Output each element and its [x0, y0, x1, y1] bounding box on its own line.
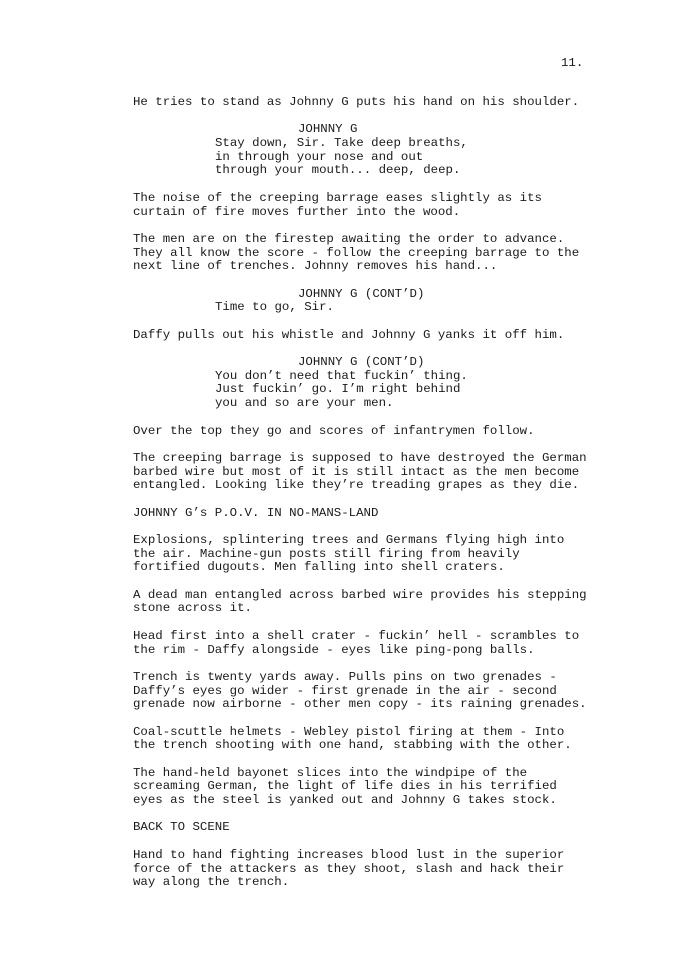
- action-line: way along the trench.: [133, 875, 290, 890]
- character-cue: JOHNNY G (CONT’D): [298, 355, 425, 370]
- action-line: Over the top they go and scores of infantrymen follow.: [133, 423, 535, 438]
- action-block: [133, 425, 653, 439]
- action-line: The creeping barrage is supposed to have destroyed the German: [133, 450, 587, 465]
- action-block: [133, 452, 653, 493]
- action-block: [133, 233, 653, 274]
- action-block: [133, 726, 653, 753]
- dialogue-line: through your mouth... deep, deep.: [215, 163, 461, 178]
- action-block: [133, 534, 653, 575]
- dialogue-line: You don’t need that fuckin’ thing.: [215, 368, 468, 383]
- action-line: next line of trenches. Johnny removes his hand...: [133, 259, 498, 274]
- action-block: [133, 96, 653, 110]
- action-line: The noise of the creeping barrage eases slightly as its: [133, 190, 542, 205]
- action-line: Head first into a shell crater - fuckin’ hell - scrambles to: [133, 628, 580, 643]
- character-cue: JOHNNY G: [298, 122, 358, 137]
- action-line: screaming German, the light of life dies in his terrified: [133, 779, 557, 794]
- action-line: Coal-scuttle helmets - Webley pistol firing at them - Into: [133, 724, 565, 739]
- dialogue-line: Just fuckin’ go. I’m right behind: [215, 382, 461, 397]
- action-line: entangled. Looking like they’re treading grapes as they die.: [133, 478, 580, 493]
- page-number: 11.: [561, 56, 584, 70]
- action-block: [133, 507, 653, 521]
- action-block: [133, 630, 653, 657]
- dialogue-block: [133, 370, 653, 411]
- dialogue-line: Stay down, Sir. Take deep breaths,: [215, 136, 468, 151]
- action-line: fortified dugouts. Men falling into shell craters.: [133, 560, 505, 575]
- action-line: force of the attackers as they shoot, slash and hack their: [133, 861, 565, 876]
- action-block: [133, 767, 653, 808]
- action-line: Daffy pulls out his whistle and Johnny G yanks it off him.: [133, 327, 565, 342]
- action-line: JOHNNY G’s P.O.V. IN NO-MANS-LAND: [133, 505, 379, 520]
- dialogue-line: Time to go, Sir.: [215, 300, 334, 315]
- action-line: The hand-held bayonet slices into the windpipe of the: [133, 765, 528, 780]
- dialogue-block: [133, 301, 653, 315]
- action-block: [133, 849, 653, 890]
- action-line: stone across it.: [133, 601, 252, 616]
- action-line: Explosions, splintering trees and Germans flying high into: [133, 533, 565, 547]
- action-line: The men are on the firestep awaiting the order to advance.: [133, 231, 565, 246]
- action-line: the air. Machine-gun posts still firing from heavily: [133, 546, 520, 561]
- action-block: [133, 329, 653, 343]
- character-cue: JOHNNY G (CONT’D): [298, 286, 425, 301]
- action-line: eyes as the steel is yanked out and Johnny G takes stock.: [133, 793, 557, 808]
- action-line: Hand to hand fighting increases blood lust in the superior: [133, 847, 565, 862]
- action-line: the rim - Daffy alongside - eyes like ping-pong balls.: [133, 642, 535, 657]
- action-line: barbed wire but most of it is still intact as the men become: [133, 464, 580, 479]
- dialogue-block: [133, 137, 653, 178]
- action-block: [133, 589, 653, 616]
- action-block: [133, 821, 653, 835]
- action-block: [133, 192, 653, 219]
- action-line: the trench shooting with one hand, stabbing with the other.: [133, 738, 572, 753]
- action-line: Daffy’s eyes go wider - first grenade in the air - second: [133, 683, 557, 698]
- dialogue-line: you and so are your men.: [215, 396, 394, 411]
- dialogue-line: in through your nose and out: [215, 149, 424, 164]
- action-line: Trench is twenty yards away. Pulls pins on two grenades -: [133, 669, 557, 684]
- action-block: [133, 671, 653, 712]
- script-body: [133, 96, 653, 904]
- action-line: BACK TO SCENE: [133, 820, 230, 835]
- action-line: He tries to stand as Johnny G puts his hand on his shoulder.: [133, 95, 580, 109]
- action-line: curtain of fire moves further into the wood.: [133, 204, 461, 219]
- action-line: They all know the score - follow the creeping barrage to the: [133, 245, 580, 260]
- action-line: grenade now airborne - other men copy - its raining grenades.: [133, 697, 587, 712]
- action-line: A dead man entangled across barbed wire provides his stepping: [133, 587, 587, 602]
